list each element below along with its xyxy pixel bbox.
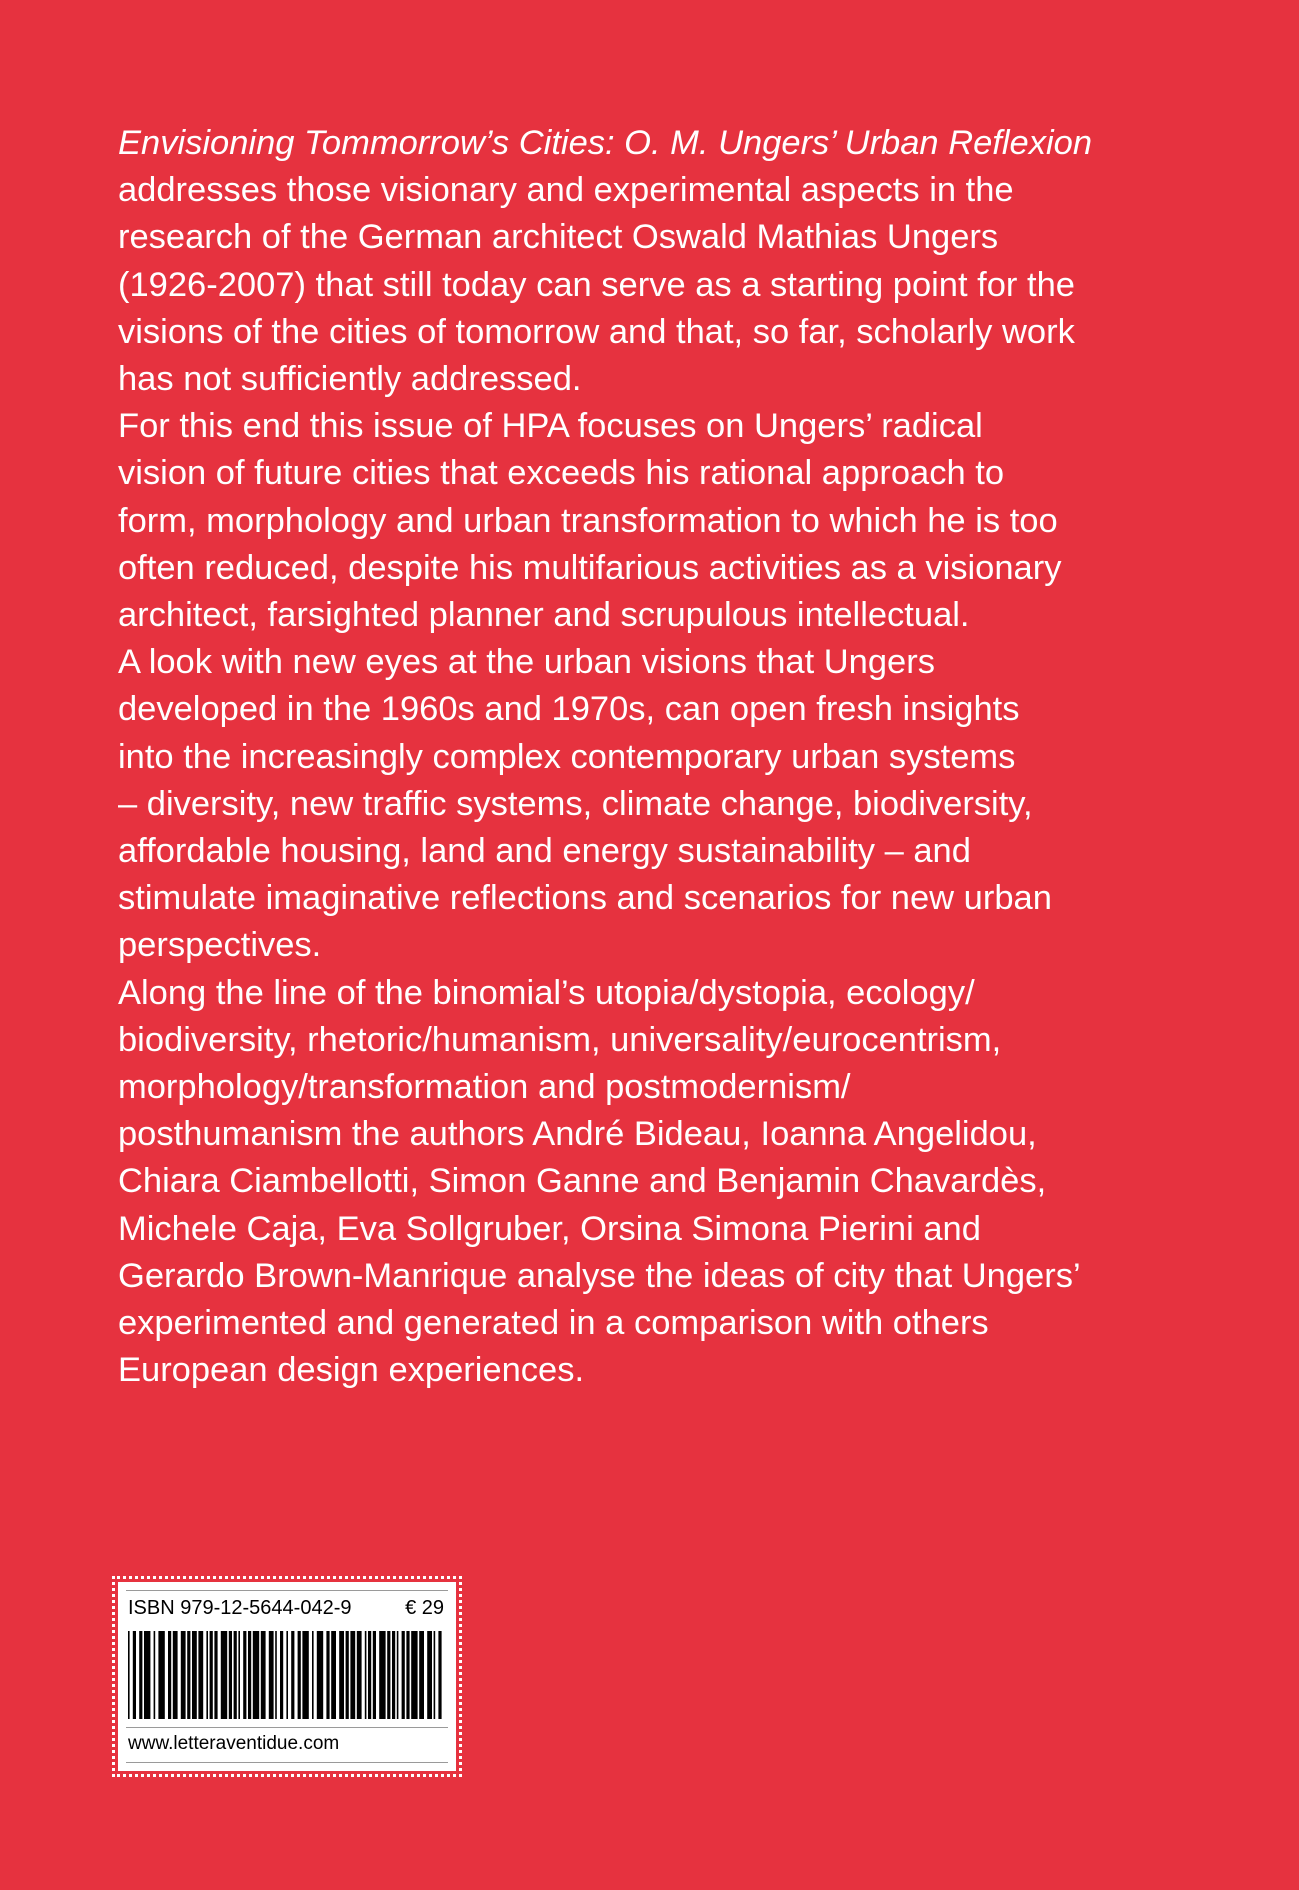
barcode-bar — [206, 1631, 208, 1719]
barcode-bar — [173, 1631, 178, 1719]
barcode-bar — [243, 1631, 246, 1719]
barcode-bar — [339, 1631, 344, 1719]
barcode-bar — [192, 1631, 197, 1719]
paragraph-visions: A look with new eyes at the urban visions that Ungers developed in the 1960s and 1970s, can open fresh insights into the increasingly complex contemporary urban systems – diversity, new traffic systems, climate change, biodiversity, affordable housing, land and energy sustainability – and stimulate imaginative reflections and scenarios for new urban perspectives. — [118, 643, 1052, 965]
barcode-bar — [406, 1631, 409, 1719]
barcode-bar — [158, 1631, 164, 1719]
barcode-bar — [312, 1631, 314, 1719]
barcode-bars — [128, 1631, 442, 1719]
paragraph-intro-body: addresses those visionary and experimental aspects in the research of the German architect Oswald Mathias Ungers (1926-2007) that still today can serve as a starting point for the visions of the cities of tomorrow and that, so far, scholarly work has not sufficiently addressed. — [118, 171, 1075, 399]
barcode-bar — [392, 1631, 395, 1719]
barcode-bar — [427, 1631, 432, 1719]
barcode-bar — [253, 1631, 259, 1719]
barcode-bar — [387, 1631, 390, 1719]
barcode-bar — [291, 1631, 294, 1719]
barcode-bar — [402, 1631, 405, 1719]
isbn-number: ISBN 979-12-5644-042-9 — [128, 1597, 352, 1619]
barcode-frame — [126, 1590, 448, 1763]
barcode-bar — [331, 1631, 336, 1719]
barcode-bar — [144, 1631, 150, 1719]
barcode-bar — [419, 1631, 424, 1719]
barcode-bar — [238, 1631, 240, 1719]
barcode-bar — [248, 1631, 251, 1719]
barcode-bar — [397, 1631, 399, 1719]
paragraph-intro — [118, 120, 1198, 403]
barcode-bar — [261, 1631, 266, 1719]
barcode-bar — [438, 1631, 441, 1719]
barcode-bar — [368, 1631, 371, 1719]
barcode-bar — [275, 1631, 277, 1719]
barcode-bar — [234, 1631, 237, 1719]
barcode-bar — [350, 1631, 355, 1719]
publisher-website: www.letteraventidue.com — [126, 1727, 448, 1755]
barcode-bar — [210, 1631, 213, 1719]
book-title: Envisioning Tommorrow’s Cities: O. M. Ungers’ Urban Reflexion — [118, 124, 1093, 162]
barcode-bar — [269, 1631, 274, 1719]
barcode-bar — [302, 1631, 308, 1719]
barcode-bar — [317, 1631, 323, 1719]
paragraph-authors: Along the line of the binomial’s utopia/dystopia, ecology/ biodiversity, rhetoric/humanism, universality/eurocentrism, morphology/transformation and postmodernism/ posthumanism the authors André Bideau, Ioanna Angelidou, Chiara Ciambellotti, Simon Ganne and Benjamin Chavardès, Michele Caja, Eva Sollgruber, Orsina Simona Pierini and Gerardo Brown-Manrique analyse the ideas of city that Ungers’ experimented and generated in a comparison with others European design experiences. — [118, 973, 1081, 1390]
barcode-bar — [346, 1631, 349, 1719]
barcode-bar — [187, 1631, 190, 1719]
barcode-bar — [168, 1631, 171, 1719]
barcode-bar — [221, 1631, 227, 1719]
price: € 29 — [405, 1597, 444, 1619]
barcode-bar — [373, 1631, 376, 1719]
barcode-bar — [139, 1631, 142, 1719]
barcode-bar — [280, 1631, 283, 1719]
barcode-bar — [229, 1631, 232, 1719]
barcode-bar — [411, 1631, 417, 1719]
barcode-bar — [286, 1631, 288, 1719]
barcode-bar — [133, 1631, 136, 1719]
barcode-bar — [357, 1631, 362, 1719]
cover-description — [118, 120, 1198, 1394]
isbn-row — [128, 1597, 446, 1621]
barcode-bar — [128, 1631, 130, 1719]
barcode-bar — [198, 1631, 203, 1719]
barcode-bar — [379, 1631, 385, 1719]
barcode-bar — [214, 1631, 217, 1719]
paragraph-focus: For this end this issue of HPA focuses on Ungers’ radical vision of future cities that exceeds his rational approach to form, morphology and urban transformation to which he is too often reduced, despite his multifarious activities as a visionary architect, farsighted planner and scrupulous intellectual. — [118, 407, 1062, 635]
barcode-bar — [154, 1631, 156, 1719]
barcode-bar — [365, 1631, 367, 1719]
barcode-sticker — [118, 1582, 456, 1771]
barcode-bar — [434, 1631, 436, 1719]
barcode-bar — [298, 1631, 301, 1719]
barcode-bar — [181, 1631, 186, 1719]
barcode-bar — [326, 1631, 329, 1719]
